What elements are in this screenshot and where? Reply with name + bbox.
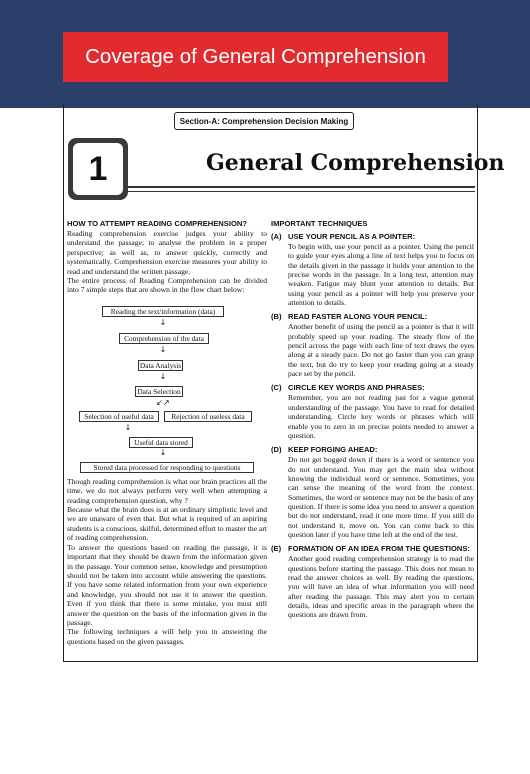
flow-arrow: ↓	[159, 317, 167, 327]
technique-heading	[271, 544, 474, 554]
paragraph-1: Though reading comprehension is what our brain practices all the time, we do not always perform very well when attempting a reading comprehension question, why ?	[67, 476, 267, 505]
technique-heading	[271, 445, 474, 455]
technique-label: (C)	[271, 383, 282, 393]
technique-title: CIRCLE KEY WORDS AND PHRASES:	[288, 383, 425, 393]
technique-label: (B)	[271, 312, 282, 322]
technique-body: Remember, you are not reading just for a vague general understanding of the passage. You have to read for detailed understanding. Circle key words or phrases which will enable you to zero in on precise points needed to answer a question.	[288, 393, 474, 440]
section-tag: Section-A: Comprehension Decision Making	[174, 112, 354, 130]
right-column	[271, 219, 474, 620]
title-rule	[128, 186, 475, 192]
technique-title: FORMATION OF AN IDEA FROM THE QUESTIONS:	[288, 544, 470, 554]
flow-arrow: ↓	[159, 344, 167, 354]
flow-step-5a: Selection of useful data	[79, 411, 159, 422]
left-heading: HOW TO ATTEMPT READING COMPREHENSION?	[67, 219, 247, 228]
paragraph-4: The following techniques a will help you in answering the questions based on the given passages.	[67, 627, 267, 646]
flow-split-arrow: ↙↗	[156, 397, 170, 407]
technique-body: Do not get bogged down if there is a word or sentence you do not understand. You may get the main idea without knowing the individual word or sentence. Sometimes, you can sense the meaning of the word from the context. Sometimes, the word or sentence may not be the basis of any question. If there is some idea you need to answer a question but do not understand, read it one more time. If you still do not understand it, move on. You can come back to this question later if you have time left at the end of the test.	[288, 455, 474, 539]
technique-label: (D)	[271, 445, 282, 455]
coverage-banner: Coverage of General Comprehension	[63, 32, 448, 82]
technique-title: USE YOUR PENCIL AS A POINTER:	[288, 232, 416, 241]
technique-heading	[271, 232, 474, 242]
paragraph-2: Because what the brain does is at an ordinary simplistic level and we are unaware of even that. But what is required of an aspiring students is a conscious, skilful, determined effort to master the art of reading comprehension.	[67, 505, 267, 543]
technique-heading	[271, 383, 474, 393]
technique-b	[271, 312, 474, 378]
flow-step-3: Data Analysis	[139, 360, 182, 370]
flow-step-6: Useful data stored	[129, 437, 193, 448]
flow-arrow: ↓	[159, 447, 167, 457]
technique-c	[271, 383, 474, 440]
technique-body: Another good reading comprehension strategy is to read the questions before starting the passage. This does not mean to read the answer choices as well. By reading the questions, you will have an idea of what information you will need after reading the passage. This may alert you to certain details, ideas and specific areas in the paragraph where the questions are drawn from.	[288, 554, 474, 620]
chapter-number: 1	[73, 143, 123, 195]
technique-label: (E)	[271, 544, 282, 554]
intro-paragraph: Reading comprehension exercise judges your ability to understand the passage; to analyse the problem in a proper perspective; as well as, to answer quickly, correctly and systematically. Comprehension exercise measures your ability to read and understand the written passage.	[67, 229, 267, 276]
technique-label: (A)	[271, 232, 282, 241]
flow-arrow: ↓	[159, 371, 167, 381]
right-heading: IMPORTANT TECHNIQUES	[271, 219, 368, 228]
technique-heading	[271, 312, 474, 322]
flow-step-2: Comprehension of the data	[119, 333, 209, 344]
technique-title: KEEP FORGING AHEAD:	[288, 445, 378, 455]
technique-e	[271, 544, 474, 619]
chapter-title: General Comprehension	[206, 150, 505, 176]
paragraph-3: To answer the questions based on reading the passage, it is important that they should be drawn from the information given in the passage. Your common sense, knowledge and presumption should not be taken into account while answering the questions. If you have some related information from your own experience and knowledge, you should not use it to answer the question. Even if you think that there is some mistake, you must still answer the question on the basis of the information given in the passage.	[67, 542, 267, 627]
technique-body: Another benefit of using the pencil as a pointer is that it will probably speed up your reading. The steady flow of the pencil across the page with each line of text draws the eyes along at a steady pace. Do not go faster than you can grasp the text, but do try to keep your reading going at a steady pace set by the pencil.	[288, 322, 474, 379]
flow-step-7: Stored data processed for responding to questions	[80, 462, 254, 473]
flow-arrow: ↓	[124, 422, 132, 432]
steps-intro-paragraph: The entire process of Reading Comprehension can be divided into 7 simple steps that are shown in the flow chart below:	[67, 276, 267, 295]
technique-title: READ FASTER ALONG YOUR PENCIL:	[288, 312, 428, 322]
flow-chart	[67, 298, 267, 475]
flow-step-4: Data Selection	[135, 386, 183, 397]
left-column	[67, 219, 267, 646]
technique-d	[271, 445, 474, 539]
chapter-badge	[68, 138, 128, 200]
flow-step-5b: Rejection of useless data	[164, 411, 252, 422]
technique-body: To begin with, use your pencil as a pointer. Using the pencil to guide your eyes along a line of text helps you to focus on the details given in the passage it holds your attention to the precise words in the passage. In a long test, attention may weaken. Fatigue may blunt your attention to details. But using your pencil as a pointer will help you preserve your attention to details.	[288, 242, 474, 308]
flow-step-1: Reading the text/information (data)	[102, 306, 224, 317]
technique-a	[271, 232, 474, 307]
